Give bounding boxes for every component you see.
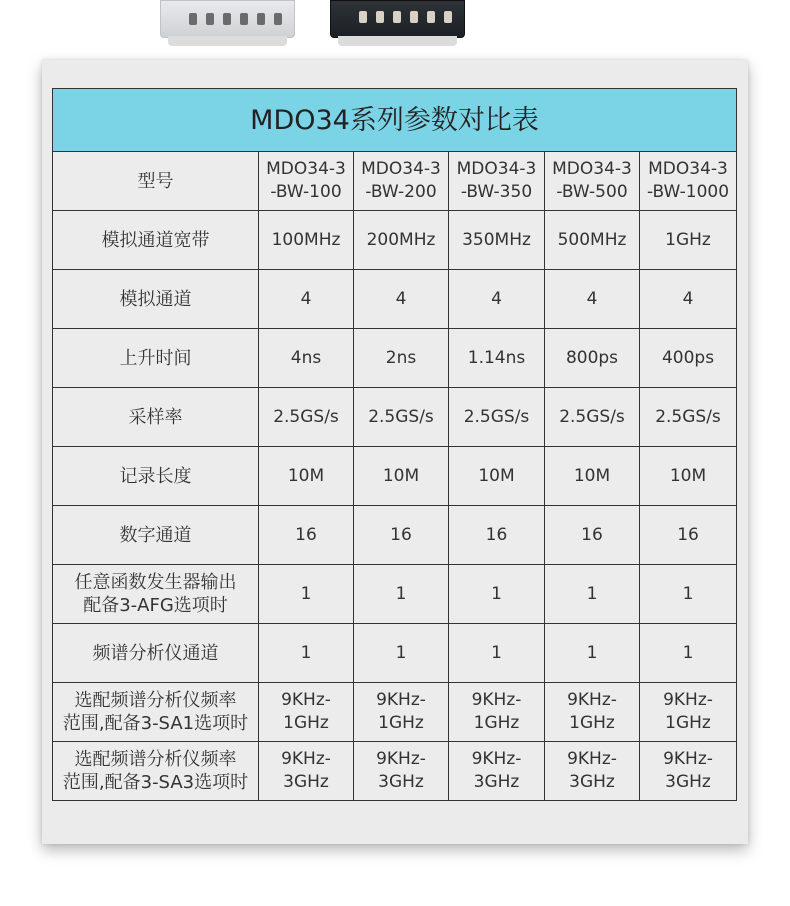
value-cell <box>640 211 737 270</box>
cell-text-line: 2.5GS/s <box>368 406 434 427</box>
header-cell-model <box>640 152 737 211</box>
cell-text-line: 10M <box>287 465 325 486</box>
cell-text-line: 16 <box>390 524 412 545</box>
cell-text-line: 9KHz- <box>471 749 522 769</box>
cell-text-line: -BW-350 <box>460 182 533 202</box>
cell-text-line: 2.5GS/s <box>463 406 530 427</box>
value-cell <box>449 565 545 624</box>
value-cell <box>449 388 545 447</box>
cell-text-line: 9KHz- <box>567 690 617 710</box>
cell-text-line: 500MHz <box>557 229 627 250</box>
cell-text-line: 选配频谱分析仪频率 <box>74 690 237 711</box>
value-cell <box>640 742 737 801</box>
table-row <box>53 447 737 506</box>
table-row <box>53 506 737 565</box>
value-cell <box>354 211 449 270</box>
value-cell <box>545 624 640 683</box>
value-cell <box>545 211 640 270</box>
cell-text-line: 选配频谱分析仪频率 <box>74 749 237 770</box>
cell-text-line: 模拟通道宽带 <box>101 229 210 251</box>
value-cell <box>640 624 737 683</box>
oscilloscope-image-left <box>160 0 295 52</box>
cell-text-line: 16 <box>581 524 603 545</box>
cell-text-line: 9KHz- <box>376 690 426 710</box>
oscilloscope-image-right <box>330 0 465 52</box>
value-cell <box>354 447 449 506</box>
cell-text-line: 800ps <box>565 347 619 368</box>
cell-text-line: 3GHz <box>569 772 615 792</box>
row-label-cell <box>53 270 259 329</box>
table-title: MDO34系列参数对比表 <box>53 89 737 152</box>
value-cell <box>545 683 640 742</box>
cell-text-line: 1 <box>395 642 407 663</box>
table-row <box>53 565 737 624</box>
cell-text-line: 1GHz <box>283 713 329 733</box>
table-body <box>53 211 737 801</box>
cell-text-line: 2.5GS/s <box>655 406 721 427</box>
cell-text-line: 9KHz- <box>376 749 426 769</box>
cell-text-line: 1GHz <box>473 713 520 733</box>
header-cell-model <box>449 152 545 211</box>
value-cell <box>545 742 640 801</box>
value-cell <box>259 270 354 329</box>
cell-text-line: 10M <box>669 465 707 486</box>
cell-text-line: 1 <box>586 583 598 604</box>
cell-text-line: 9KHz- <box>663 749 713 769</box>
cell-text-line: 2.5GS/s <box>559 406 625 427</box>
value-cell <box>640 506 737 565</box>
cell-text-line: 1GHz <box>569 713 615 733</box>
cell-text-line: 频谱分析仪通道 <box>92 642 219 664</box>
cell-text-line: 16 <box>295 524 317 545</box>
value-cell <box>449 329 545 388</box>
table-row <box>53 683 737 742</box>
table-row <box>53 329 737 388</box>
table-row <box>53 270 737 329</box>
value-cell <box>354 270 449 329</box>
value-cell <box>449 506 545 565</box>
cell-text-line: MDO34-3 <box>648 159 728 179</box>
cell-text-line: 10M <box>478 465 515 486</box>
value-cell <box>259 506 354 565</box>
value-cell <box>545 388 640 447</box>
cell-text-line: -BW-500 <box>556 182 628 202</box>
cell-text-line: 1 <box>682 583 694 604</box>
value-cell <box>259 388 354 447</box>
value-cell <box>449 211 545 270</box>
cell-text-line: 4 <box>300 288 312 309</box>
cell-text-line: 3GHz <box>473 772 520 792</box>
cell-text-line: MDO34-3 <box>552 159 632 179</box>
value-cell <box>640 388 737 447</box>
cell-text-line: 350MHz <box>462 229 531 250</box>
value-cell <box>259 565 354 624</box>
cell-text-line: 任意函数发生器输出 <box>74 572 237 593</box>
cell-text-line: 2.5GS/s <box>273 406 339 427</box>
cell-text-line: 采样率 <box>128 406 183 428</box>
value-cell <box>354 742 449 801</box>
cell-text-line: 4 <box>491 288 502 309</box>
value-cell <box>640 329 737 388</box>
value-cell <box>449 742 545 801</box>
value-cell <box>449 624 545 683</box>
cell-text-line: 1GHz <box>665 713 711 733</box>
cell-text-line: 1 <box>586 642 598 663</box>
value-cell <box>640 565 737 624</box>
cell-text-line: MDO34-3 <box>266 159 346 179</box>
cell-text-line: 400ps <box>661 347 715 368</box>
row-label-cell <box>53 211 259 270</box>
cell-text-line: 1.14ns <box>467 347 526 368</box>
cell-text-line: MDO34-3 <box>456 159 537 179</box>
table-row <box>53 388 737 447</box>
cell-text-line: 模拟通道 <box>119 288 192 310</box>
cell-text-line: 数字通道 <box>119 524 192 546</box>
cell-text-line: 1GHz <box>378 713 424 733</box>
cell-text-line: 范围,配备3-SA1选项时 <box>62 713 249 734</box>
cell-text-line: 1 <box>491 642 502 663</box>
header-cell-model <box>354 152 449 211</box>
cell-text-line: 上升时间 <box>119 347 192 369</box>
value-cell <box>545 565 640 624</box>
header-cell-model <box>259 152 354 211</box>
value-cell <box>449 270 545 329</box>
cell-text-line: 4 <box>682 288 694 309</box>
cell-text-line: 1 <box>300 642 312 663</box>
table-row <box>53 211 737 270</box>
cell-text-line: 1GHz <box>665 229 711 250</box>
cell-text-line: 16 <box>485 524 508 545</box>
cell-text-line: 1 <box>300 583 312 604</box>
cell-text-line: 9KHz- <box>281 690 331 710</box>
cell-text-line: 范围,配备3-SA3选项时 <box>62 772 249 793</box>
cell-text-line: 100MHz <box>271 229 341 250</box>
cell-text-line: 2ns <box>385 347 417 368</box>
value-cell <box>259 742 354 801</box>
value-cell <box>259 211 354 270</box>
value-cell <box>545 270 640 329</box>
cell-text-line: 10M <box>382 465 420 486</box>
cell-text-line: 1 <box>682 642 694 663</box>
row-label-cell <box>53 624 259 683</box>
cell-text-line: 9KHz- <box>663 690 713 710</box>
value-cell <box>354 329 449 388</box>
row-label-cell <box>53 388 259 447</box>
table-row <box>53 742 737 801</box>
value-cell <box>259 683 354 742</box>
value-cell <box>449 683 545 742</box>
row-label-cell <box>53 742 259 801</box>
cell-text-line: 型号 <box>137 170 174 192</box>
value-cell <box>354 683 449 742</box>
cell-text-line: 9KHz- <box>471 690 522 710</box>
value-cell <box>640 447 737 506</box>
row-label-cell <box>53 506 259 565</box>
value-cell <box>545 506 640 565</box>
header-cell-model-label <box>53 152 259 211</box>
value-cell <box>449 447 545 506</box>
row-label-cell <box>53 565 259 624</box>
cell-text-line: -BW-100 <box>270 182 342 202</box>
spec-table <box>52 88 737 801</box>
cell-text-line: MDO34-3 <box>361 159 441 179</box>
value-cell <box>259 624 354 683</box>
cell-text-line: -BW-200 <box>365 182 437 202</box>
table-header-row <box>53 152 737 211</box>
value-cell <box>354 624 449 683</box>
table-row <box>53 624 737 683</box>
cell-text-line: 配备3-AFG选项时 <box>83 595 228 616</box>
cell-text-line: 4 <box>395 288 407 309</box>
value-cell <box>354 565 449 624</box>
cell-text-line: 记录长度 <box>119 465 192 487</box>
cell-text-line: 4 <box>586 288 598 309</box>
row-label-cell <box>53 329 259 388</box>
cell-text-line: 16 <box>677 524 699 545</box>
value-cell <box>354 388 449 447</box>
cell-text-line: 3GHz <box>378 772 424 792</box>
row-label-cell <box>53 683 259 742</box>
value-cell <box>259 447 354 506</box>
cell-text-line: 1 <box>491 583 502 604</box>
row-label-cell <box>53 447 259 506</box>
cell-text-line: 9KHz- <box>567 749 617 769</box>
cell-text-line: 200MHz <box>366 229 436 250</box>
cell-text-line: 4ns <box>290 347 322 368</box>
cell-text-line: 3GHz <box>665 772 711 792</box>
spec-card <box>42 60 748 844</box>
header-cell-model <box>545 152 640 211</box>
cell-text-line: 3GHz <box>283 772 329 792</box>
value-cell <box>640 683 737 742</box>
value-cell <box>545 329 640 388</box>
cell-text-line: -BW-1000 <box>646 182 730 202</box>
cell-text-line: 1 <box>395 583 407 604</box>
cell-text-line: 10M <box>573 465 611 486</box>
value-cell <box>545 447 640 506</box>
value-cell <box>354 506 449 565</box>
cell-text-line: 9KHz- <box>281 749 331 769</box>
value-cell <box>259 329 354 388</box>
value-cell <box>640 270 737 329</box>
